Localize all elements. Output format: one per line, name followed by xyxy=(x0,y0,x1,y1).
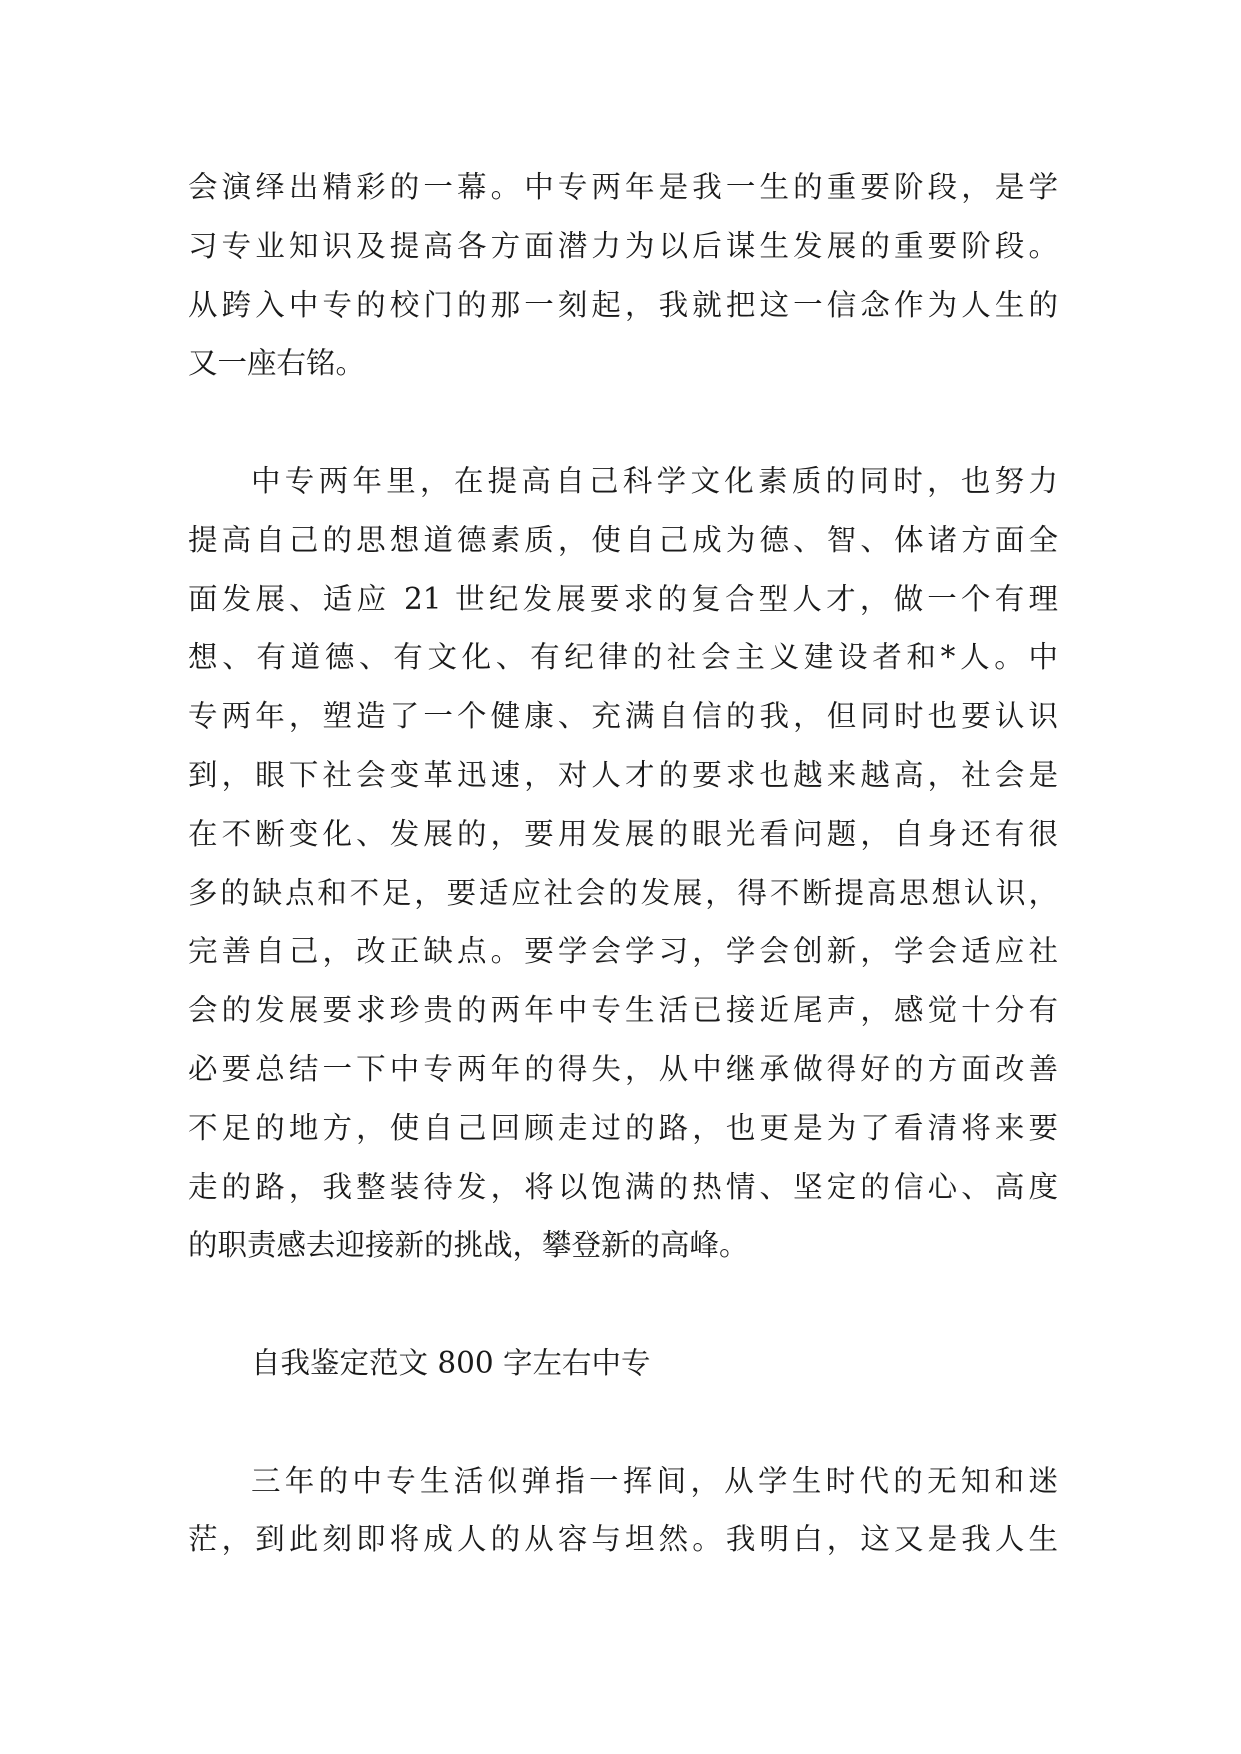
text-line: 提高自己的思想道德素质，使自己成为德、智、体诸方面全 xyxy=(188,522,1058,557)
text-line: 会的发展要求珍贵的两年中专生活已接近尾声，感觉十分有 xyxy=(188,993,1058,1028)
section-heading xyxy=(188,1334,1058,1393)
text-line: 想、有道德、有文化、有纪律的社会主义建设者和*人。中 xyxy=(188,640,1058,675)
text-line: 多的缺点和不足，要适应社会的发展，得不断提高思想认识， xyxy=(188,875,1058,910)
text-line: 完善自己，改正缺点。要学会学习，学会创新，学会适应社 xyxy=(188,934,1058,969)
paragraph-spacer xyxy=(188,1275,1058,1334)
text-line: 必要总结一下中专两年的得失，从中继承做得好的方面改善 xyxy=(188,1051,1058,1086)
text-line: 走的路，我整装待发，将以饱满的热情、坚定的信心、高度 xyxy=(188,1169,1058,1204)
text-line: 又一座右铭。 xyxy=(188,346,366,381)
text-line: 习专业知识及提高各方面潜力为以后谋生发展的重要阶段。 xyxy=(188,228,1058,263)
text-line: 在不断变化、发展的，要用发展的眼光看问题，自身还有很 xyxy=(188,816,1058,851)
text-line: 的职责感去迎接新的挑战，攀登新的高峰。 xyxy=(188,1228,749,1263)
paragraph-spacer xyxy=(188,1393,1058,1452)
text-line: 不足的地方，使自己回顾走过的路，也更是为了看清将来要 xyxy=(188,1110,1058,1145)
text-line: 会演绎出精彩的一幕。中专两年是我一生的重要阶段，是学 xyxy=(188,170,1058,204)
document-body xyxy=(188,158,1058,1569)
paragraph-spacer xyxy=(188,393,1058,452)
heading-text: 自我鉴定范文 800 字左右中专 xyxy=(251,1345,651,1380)
text-line: 三年的中专生活似弹指一挥间，从学生时代的无知和迷 xyxy=(251,1463,1058,1498)
text-line: 从跨入中专的校门的那一刻起，我就把这一信念作为人生的 xyxy=(188,287,1058,322)
paragraph-3 xyxy=(188,1452,1058,1570)
text-line: 茫，到此刻即将成人的从容与坦然。我明白，这又是我人生 xyxy=(188,1522,1058,1557)
text-line: 到，眼下社会变革迅速，对人才的要求也越来越高，社会是 xyxy=(188,757,1058,792)
paragraph-1 xyxy=(188,158,1058,393)
text-line: 中专两年里，在提高自己科学文化素质的同时，也努力 xyxy=(251,463,1058,498)
text-line: 专两年，塑造了一个健康、充满自信的我，但同时也要认识 xyxy=(188,699,1058,734)
paragraph-2 xyxy=(188,452,1058,1275)
text-line: 面发展、适应 21 世纪发展要求的复合型人才，做一个有理 xyxy=(188,581,1058,616)
